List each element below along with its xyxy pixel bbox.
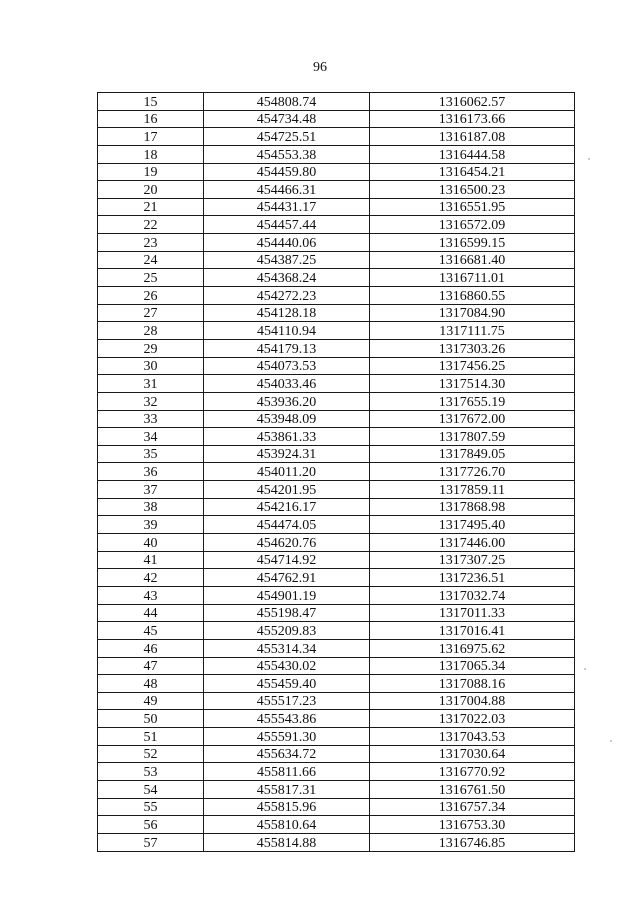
y-coordinate-cell: 1317307.25 <box>370 551 575 569</box>
y-coordinate-cell: 1316746.85 <box>370 833 575 851</box>
y-coordinate-cell: 1317111.75 <box>370 322 575 340</box>
y-coordinate-cell: 1317303.26 <box>370 339 575 357</box>
x-coordinate-cell: 455814.88 <box>204 833 370 851</box>
table-row <box>98 110 575 128</box>
y-coordinate-cell: 1317514.30 <box>370 375 575 393</box>
y-coordinate-cell: 1316500.23 <box>370 181 575 199</box>
point-number-cell: 17 <box>98 128 204 146</box>
point-number-cell: 18 <box>98 145 204 163</box>
x-coordinate-cell: 454901.19 <box>204 586 370 604</box>
y-coordinate-cell: 1317859.11 <box>370 481 575 499</box>
y-coordinate-cell: 1316681.40 <box>370 251 575 269</box>
table-row <box>98 251 575 269</box>
y-coordinate-cell: 1317868.98 <box>370 498 575 516</box>
point-number-cell: 31 <box>98 375 204 393</box>
table-row <box>98 745 575 763</box>
coordinate-table-body <box>98 93 575 852</box>
x-coordinate-cell: 454459.80 <box>204 163 370 181</box>
y-coordinate-cell: 1316551.95 <box>370 198 575 216</box>
x-coordinate-cell: 455517.23 <box>204 692 370 710</box>
y-coordinate-cell: 1317495.40 <box>370 516 575 534</box>
y-coordinate-cell: 1316975.62 <box>370 639 575 657</box>
table-row <box>98 128 575 146</box>
point-number-cell: 50 <box>98 710 204 728</box>
x-coordinate-cell: 454440.06 <box>204 234 370 252</box>
table-row <box>98 692 575 710</box>
point-number-cell: 55 <box>98 798 204 816</box>
point-number-cell: 38 <box>98 498 204 516</box>
y-coordinate-cell: 1317011.33 <box>370 604 575 622</box>
scan-speck <box>584 668 586 670</box>
table-row <box>98 181 575 199</box>
y-coordinate-cell: 1317065.34 <box>370 657 575 675</box>
y-coordinate-cell: 1317807.59 <box>370 428 575 446</box>
coordinate-table <box>97 92 575 852</box>
table-row <box>98 322 575 340</box>
y-coordinate-cell: 1317022.03 <box>370 710 575 728</box>
point-number-cell: 29 <box>98 339 204 357</box>
point-number-cell: 26 <box>98 287 204 305</box>
scan-speck <box>610 740 612 742</box>
scan-speck <box>588 158 590 160</box>
point-number-cell: 20 <box>98 181 204 199</box>
point-number-cell: 19 <box>98 163 204 181</box>
table-row <box>98 234 575 252</box>
point-number-cell: 34 <box>98 428 204 446</box>
point-number-cell: 16 <box>98 110 204 128</box>
table-row <box>98 304 575 322</box>
table-row <box>98 463 575 481</box>
x-coordinate-cell: 453924.31 <box>204 445 370 463</box>
x-coordinate-cell: 455815.96 <box>204 798 370 816</box>
table-row <box>98 287 575 305</box>
x-coordinate-cell: 453948.09 <box>204 410 370 428</box>
x-coordinate-cell: 453936.20 <box>204 392 370 410</box>
point-number-cell: 39 <box>98 516 204 534</box>
x-coordinate-cell: 454762.91 <box>204 569 370 587</box>
x-coordinate-cell: 455430.02 <box>204 657 370 675</box>
point-number-cell: 35 <box>98 445 204 463</box>
table-row <box>98 763 575 781</box>
x-coordinate-cell: 455209.83 <box>204 622 370 640</box>
point-number-cell: 49 <box>98 692 204 710</box>
x-coordinate-cell: 454620.76 <box>204 534 370 552</box>
point-number-cell: 47 <box>98 657 204 675</box>
point-number-cell: 54 <box>98 780 204 798</box>
y-coordinate-cell: 1317030.64 <box>370 745 575 763</box>
table-row <box>98 198 575 216</box>
x-coordinate-cell: 454725.51 <box>204 128 370 146</box>
x-coordinate-cell: 454216.17 <box>204 498 370 516</box>
point-number-cell: 43 <box>98 586 204 604</box>
page-number: 96 <box>313 60 327 75</box>
y-coordinate-cell: 1316770.92 <box>370 763 575 781</box>
x-coordinate-cell: 454457.44 <box>204 216 370 234</box>
y-coordinate-cell: 1317004.88 <box>370 692 575 710</box>
x-coordinate-cell: 454179.13 <box>204 339 370 357</box>
point-number-cell: 48 <box>98 675 204 693</box>
table-row <box>98 833 575 851</box>
x-coordinate-cell: 454128.18 <box>204 304 370 322</box>
y-coordinate-cell: 1316572.09 <box>370 216 575 234</box>
point-number-cell: 24 <box>98 251 204 269</box>
x-coordinate-cell: 455811.66 <box>204 763 370 781</box>
point-number-cell: 28 <box>98 322 204 340</box>
x-coordinate-cell: 454553.38 <box>204 145 370 163</box>
y-coordinate-cell: 1317032.74 <box>370 586 575 604</box>
point-number-cell: 32 <box>98 392 204 410</box>
x-coordinate-cell: 453861.33 <box>204 428 370 446</box>
x-coordinate-cell: 455817.31 <box>204 780 370 798</box>
y-coordinate-cell: 1316062.57 <box>370 93 575 111</box>
table-row <box>98 604 575 622</box>
x-coordinate-cell: 455810.64 <box>204 816 370 834</box>
table-row <box>98 728 575 746</box>
table-row <box>98 269 575 287</box>
table-row <box>98 216 575 234</box>
point-number-cell: 27 <box>98 304 204 322</box>
table-row <box>98 498 575 516</box>
point-number-cell: 23 <box>98 234 204 252</box>
table-row <box>98 780 575 798</box>
y-coordinate-cell: 1316761.50 <box>370 780 575 798</box>
table-row <box>98 622 575 640</box>
y-coordinate-cell: 1317672.00 <box>370 410 575 428</box>
y-coordinate-cell: 1317655.19 <box>370 392 575 410</box>
point-number-cell: 30 <box>98 357 204 375</box>
x-coordinate-cell: 454110.94 <box>204 322 370 340</box>
x-coordinate-cell: 454033.46 <box>204 375 370 393</box>
x-coordinate-cell: 454466.31 <box>204 181 370 199</box>
point-number-cell: 40 <box>98 534 204 552</box>
y-coordinate-cell: 1316187.08 <box>370 128 575 146</box>
x-coordinate-cell: 455543.86 <box>204 710 370 728</box>
table-row <box>98 357 575 375</box>
y-coordinate-cell: 1317849.05 <box>370 445 575 463</box>
table-row <box>98 163 575 181</box>
y-coordinate-cell: 1317043.53 <box>370 728 575 746</box>
point-number-cell: 22 <box>98 216 204 234</box>
x-coordinate-cell: 454714.92 <box>204 551 370 569</box>
table-row <box>98 639 575 657</box>
table-row <box>98 516 575 534</box>
table-row <box>98 428 575 446</box>
y-coordinate-cell: 1316753.30 <box>370 816 575 834</box>
x-coordinate-cell: 455591.30 <box>204 728 370 746</box>
x-coordinate-cell: 455198.47 <box>204 604 370 622</box>
y-coordinate-cell: 1317088.16 <box>370 675 575 693</box>
point-number-cell: 25 <box>98 269 204 287</box>
y-coordinate-cell: 1317446.00 <box>370 534 575 552</box>
x-coordinate-cell: 455459.40 <box>204 675 370 693</box>
x-coordinate-cell: 454011.20 <box>204 463 370 481</box>
x-coordinate-cell: 454808.74 <box>204 93 370 111</box>
x-coordinate-cell: 455314.34 <box>204 639 370 657</box>
point-number-cell: 44 <box>98 604 204 622</box>
point-number-cell: 37 <box>98 481 204 499</box>
table-row <box>98 534 575 552</box>
x-coordinate-cell: 454073.53 <box>204 357 370 375</box>
table-row <box>98 410 575 428</box>
point-number-cell: 45 <box>98 622 204 640</box>
table-row <box>98 339 575 357</box>
point-number-cell: 56 <box>98 816 204 834</box>
table-row <box>98 569 575 587</box>
point-number-cell: 36 <box>98 463 204 481</box>
table-row <box>98 445 575 463</box>
point-number-cell: 46 <box>98 639 204 657</box>
y-coordinate-cell: 1316454.21 <box>370 163 575 181</box>
point-number-cell: 57 <box>98 833 204 851</box>
y-coordinate-cell: 1316711.01 <box>370 269 575 287</box>
table-row <box>98 145 575 163</box>
point-number-cell: 41 <box>98 551 204 569</box>
point-number-cell: 15 <box>98 93 204 111</box>
x-coordinate-cell: 454368.24 <box>204 269 370 287</box>
point-number-cell: 33 <box>98 410 204 428</box>
table-row <box>98 675 575 693</box>
table-row <box>98 816 575 834</box>
table-row <box>98 798 575 816</box>
y-coordinate-cell: 1317016.41 <box>370 622 575 640</box>
y-coordinate-cell: 1316599.15 <box>370 234 575 252</box>
x-coordinate-cell: 455634.72 <box>204 745 370 763</box>
y-coordinate-cell: 1317456.25 <box>370 357 575 375</box>
table-row <box>98 586 575 604</box>
table-row <box>98 657 575 675</box>
table-row <box>98 481 575 499</box>
y-coordinate-cell: 1317236.51 <box>370 569 575 587</box>
y-coordinate-cell: 1317084.90 <box>370 304 575 322</box>
point-number-cell: 21 <box>98 198 204 216</box>
point-number-cell: 52 <box>98 745 204 763</box>
table-row <box>98 710 575 728</box>
point-number-cell: 51 <box>98 728 204 746</box>
point-number-cell: 42 <box>98 569 204 587</box>
y-coordinate-cell: 1317726.70 <box>370 463 575 481</box>
x-coordinate-cell: 454734.48 <box>204 110 370 128</box>
table-row <box>98 551 575 569</box>
y-coordinate-cell: 1316173.66 <box>370 110 575 128</box>
y-coordinate-cell: 1316860.55 <box>370 287 575 305</box>
y-coordinate-cell: 1316757.34 <box>370 798 575 816</box>
x-coordinate-cell: 454387.25 <box>204 251 370 269</box>
x-coordinate-cell: 454201.95 <box>204 481 370 499</box>
x-coordinate-cell: 454474.05 <box>204 516 370 534</box>
x-coordinate-cell: 454431.17 <box>204 198 370 216</box>
table-row <box>98 392 575 410</box>
x-coordinate-cell: 454272.23 <box>204 287 370 305</box>
point-number-cell: 53 <box>98 763 204 781</box>
table-row <box>98 93 575 111</box>
y-coordinate-cell: 1316444.58 <box>370 145 575 163</box>
table-row <box>98 375 575 393</box>
